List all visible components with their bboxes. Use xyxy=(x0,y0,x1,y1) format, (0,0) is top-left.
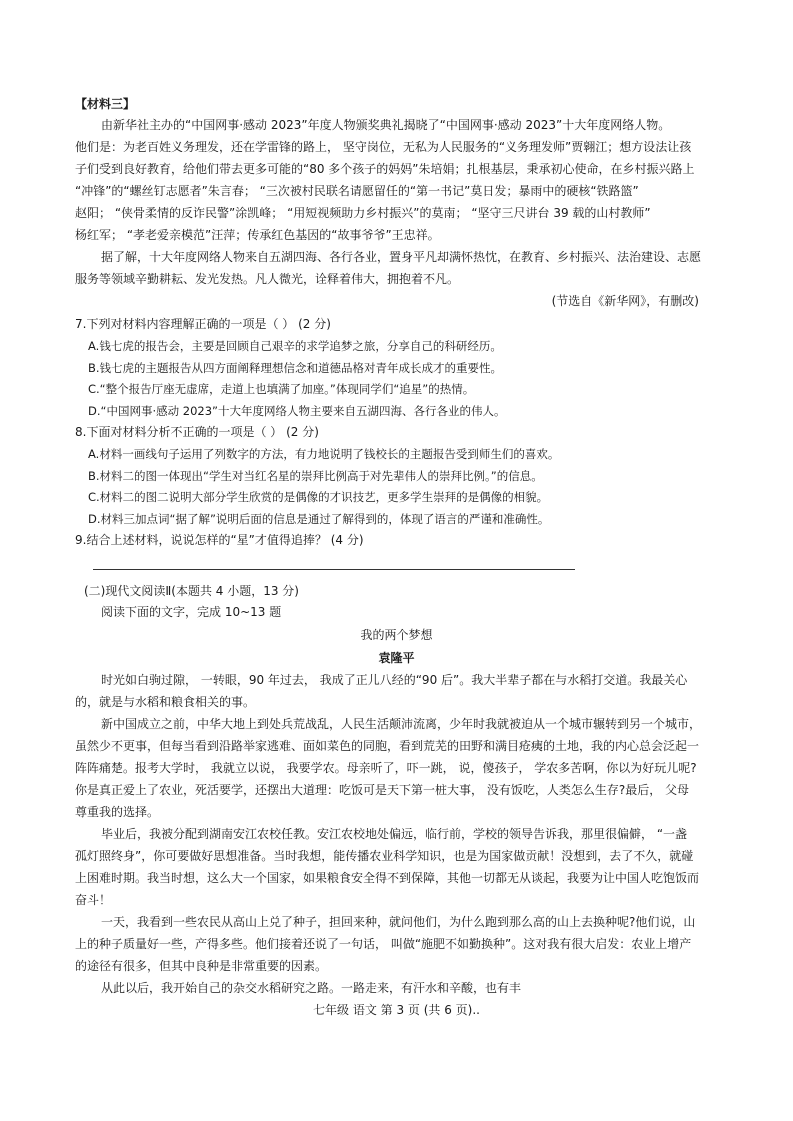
article-author: 袁隆平 xyxy=(378,651,415,665)
question-7-option-d: D.“中国网事·感动 2023”十大年度网络人物主要来自五湖四海、各行各业的伟人。 xyxy=(88,404,506,418)
article-line: 的途径有很多，但其中良种是非常重要的因素。 xyxy=(75,959,328,973)
question-8-option-b: B.材料二的图一体现出“学生对当红名星的崇拜比例高于对先辈伟人的崇拜比例。”的信息。 xyxy=(88,469,543,483)
question-8-stem: 8.下面对材料分析不正确的一项是（ ） (2 分) xyxy=(75,425,319,439)
article-line: 新中国成立之前，中华大地上到处兵荒战乱，人民生活颠沛流离，少年时我就被迫从一个城市辗转到另一个城市， xyxy=(101,717,702,731)
question-8-option-d: D.材料三加点词“据了解”说明后面的信息是通过了解得到的，体现了语言的严谨和准确性。 xyxy=(88,512,550,526)
answer-line[interactable] xyxy=(93,569,575,570)
article-line: 一天，我看到一些农民从高山上兑了种子，担回来种，就问他们，为什么跑到那么高的山上去换种呢?他们说，山 xyxy=(101,915,696,929)
question-7-option-b: B.钱七虎的主题报告从四方面阐释理想信念和道德品格对青年成长成才的重要性。 xyxy=(88,361,503,375)
article-line: 时光如白驹过隙， 一转眼，90 年过去， 我成了正儿八经的“90 后”。我大半辈子都在与水稻打交道。我最关心 xyxy=(101,673,688,687)
article-line: 阵阵痛楚。报考大学时， 我就立以说， 我要学农。母亲听了，吓一跳， 说，傻孩子， 学农多苦啊，你以为好玩儿呢? xyxy=(75,761,697,775)
question-9-stem: 9.结合上述材料，说说怎样的“星”才值得追捧？ (4 分) xyxy=(75,533,364,547)
material3-heading: 【材料三】 xyxy=(75,97,136,111)
question-8-option-c: C.材料二的图二说明大部分学生欣赏的是偶像的才识技艺，更多学生崇拜的是偶像的相貌。 xyxy=(88,490,549,504)
article-line: 毕业后，我被分配到湖南安江农校任教。安江农校地处偏远，临行前，学校的领导告诉我，那里很偏僻， “一盏 xyxy=(101,827,688,841)
article-line: 从此以后，我开始自己的杂交水稻研究之路。一路走来，有汗水和辛酸，也有丰 xyxy=(101,981,522,995)
question-7-option-c: C.“整个报告厅座无虚席，走道上也填满了加座。”体现同学们“追星”的热情。 xyxy=(88,382,475,396)
material3-line: 赵阳； “侠骨柔情的反诈民警”涂凯峰； “用短视频助力乡村振兴”的莫南； “坚守三尺讲台 39 载的山村教师” xyxy=(75,206,651,220)
section-heading: (二)现代文阅读Ⅱ(本题共 4 小题，13 分) xyxy=(84,584,299,598)
article-title: 我的两个梦想 xyxy=(360,628,433,642)
section-instruction: 阅读下面的文字，完成 10~13 题 xyxy=(101,605,282,619)
material3-line: “冲锋”的“螺丝钉志愿者”朱言春； “三次被村民联名请愿留任的“第一书记”莫日发；暴雨中的硬核“铁路篮” xyxy=(75,184,639,198)
article-line: 上困难时期。我当时想，这么大一个国家，如果粮食安全得不到保障，其他一切都无从谈起，我要为让中国人吃饱饭而 xyxy=(75,871,700,885)
article-line: 你是真正爱上了农业，死活要学，还摆出大道理：吃饭可是天下第一桩大事， 没有饭吃，人类怎么生存?最后， 父母 xyxy=(75,783,690,797)
article-line: 孤灯照终身”，你可要做好思想准备。当时我想，能传播农业科学知识，也是为国家做贡献！没想到，去了不久，就碰 xyxy=(75,849,694,863)
question-8-option-a: A.材料一画线句子运用了列数字的方法，有力地说明了钱校长的主题报告受到师生们的喜欢。 xyxy=(88,447,560,461)
material3-line: 子们受到良好教育，给他们带去更多可能的“80 多个孩子的妈妈”朱培娟；扎根基层，秉承初心使命，在乡村振兴路上 xyxy=(75,162,695,176)
article-line: 奋斗！ xyxy=(75,893,112,907)
question-7-stem: 7.下列对材料内容理解正确的一项是（ ） (2 分) xyxy=(75,317,331,331)
source-note: (节选自《新华网》，有删改) xyxy=(551,294,699,308)
article-line: 上的种子质量好一些，产得多些。他们接着还说了一句话， 叫做“施肥不如勤换种”。这对我有很大启发：农业上增产 xyxy=(75,937,692,951)
material3-para2: 服务等领域辛勤耕耘、发光发热。凡人微光，诠释着伟大，拥抱着不凡。 xyxy=(75,272,460,286)
article-line: 尊重我的选择。 xyxy=(75,805,160,819)
question-7-option-a: A.钱七虎的报告会，主要是回顾自己艰辛的求学追梦之旅，分享自己的科研经历。 xyxy=(88,339,502,353)
article-line: 的，就是与水稻和粮食相关的事。 xyxy=(75,695,256,709)
material3-line: 杨红军； “孝老爱亲模范”汪萍；传承红色基因的“故事爷爷”王忠祥。 xyxy=(75,228,440,242)
material3-para2: 据了解，十大年度网络人物来自五湖四海、各行各业，置身平凡却满怀热忱，在教育、乡村振兴、法治建设、志愿 xyxy=(101,250,702,264)
material3-line: 由新华社主办的“中国网事·感动 2023”年度人物颁奖典礼揭晓了“中国网事·感动 2023”十大年度网络人物。 xyxy=(101,118,671,132)
material3-line: 他们是：为老百姓义务理发，还在学雷锋的路上， 坚守岗位，无私为人民服务的“义务理发师”贾翱江；想方设法让孩 xyxy=(75,140,692,154)
page-footer: 七年级 语文 第 3 页 (共 6 页).. xyxy=(313,1003,480,1017)
article-line: 虽然少不更事，但每当看到沿路举家逃难、面如菜色的同胞，看到荒芜的田野和满目疮痍的土地，我的内心总会泛起一 xyxy=(75,739,700,753)
